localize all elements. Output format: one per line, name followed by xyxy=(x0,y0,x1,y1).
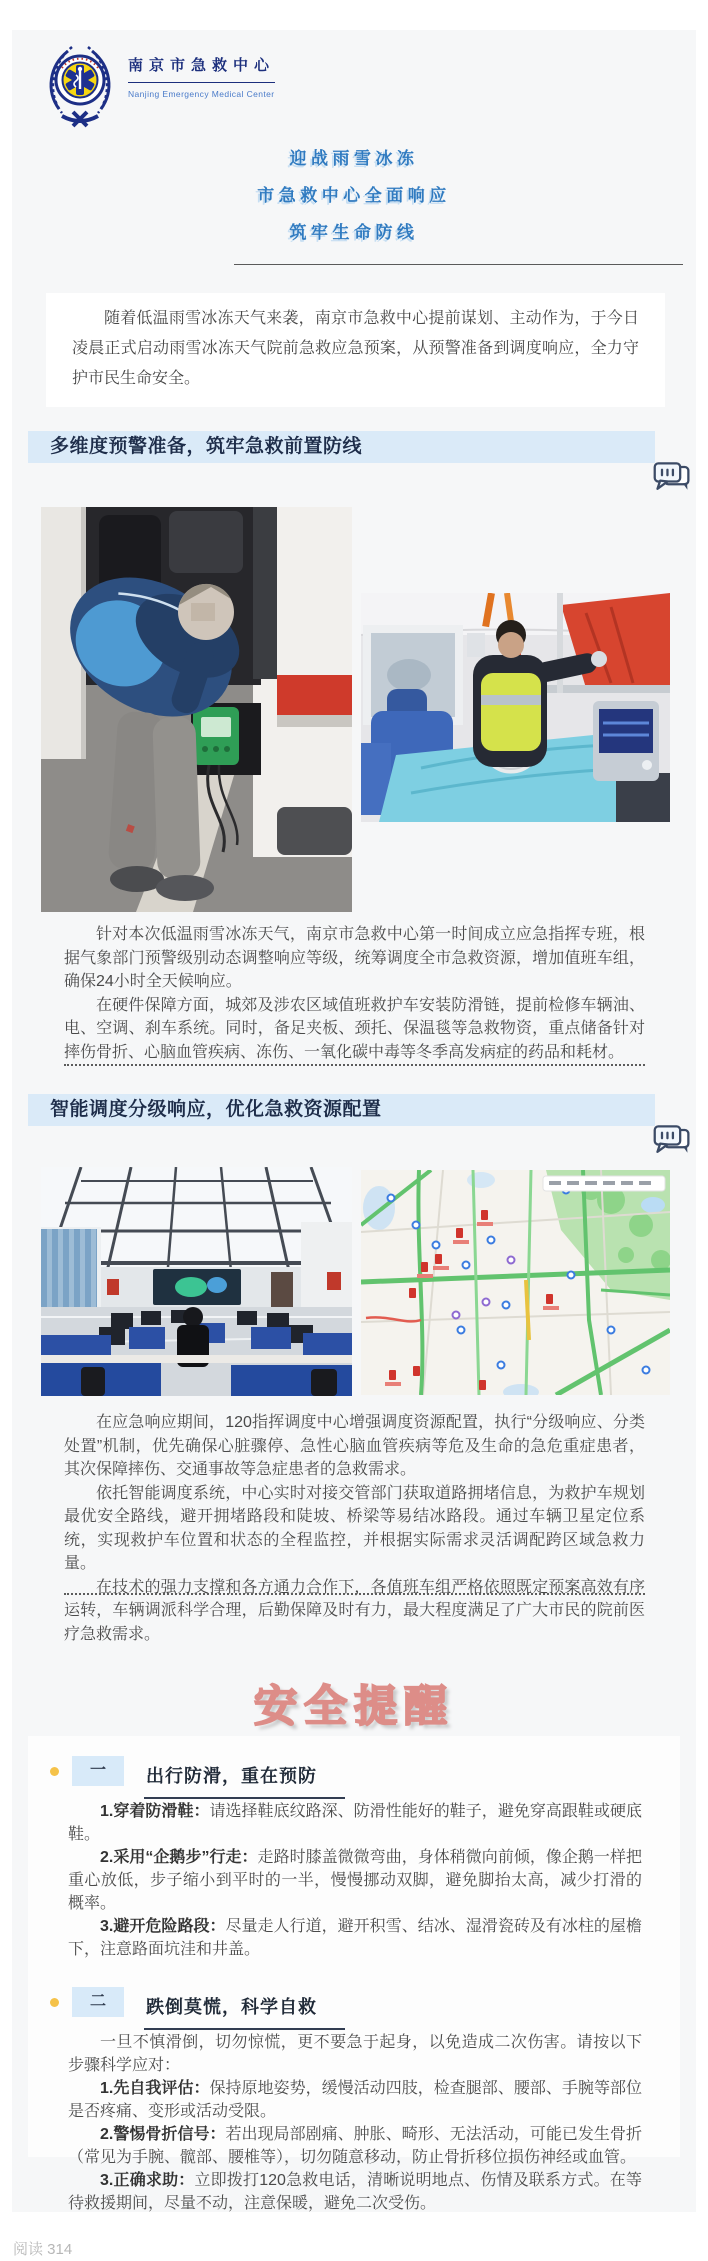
subsection2-number: 二 xyxy=(72,1987,124,2017)
photo-ambulance-battery-check xyxy=(41,507,352,912)
safety-subsection2-header xyxy=(50,1987,646,2017)
photo-ambulance-interior-equipment xyxy=(361,593,670,822)
photo-ambulance-gps-map xyxy=(361,1170,670,1395)
dotted-divider xyxy=(64,1064,645,1066)
section1-photos xyxy=(41,507,670,912)
title-line-3: 筑牢生命防线 xyxy=(289,223,419,242)
safety-item xyxy=(68,1800,642,1846)
title-line-2: 市急救中心全面响应 xyxy=(257,186,451,205)
read-count: 阅读 314 xyxy=(13,2241,73,2258)
subsection2-body xyxy=(50,2031,646,2215)
safety-intro: 一旦不慎滑倒，切勿惊慌，更不要急于起身，以免造成二次伤害。请按以下步骤科学应对： xyxy=(68,2034,642,2074)
dotted-divider xyxy=(64,1593,645,1595)
safety-item-label: 3.正确求助： xyxy=(100,2172,195,2189)
bullet-dot-icon xyxy=(50,1998,59,2007)
article-title xyxy=(12,140,696,251)
org-logo-block xyxy=(42,42,275,139)
subsection2-title-wrap xyxy=(144,1989,345,2030)
subsection2-title: 跌倒莫慌，科学自救 xyxy=(146,1996,317,2017)
subsection1-body xyxy=(50,1800,646,1961)
intro-paragraph: 随着低温雨雪冰冻天气来袭，南京市急救中心提前谋划、主动作为，于今日凌晨正式启动雨雪冰冻天气院前急救应急预案，从预警准备到调度响应，全力守护市民生命安全。 xyxy=(72,310,639,387)
section1-paragraphs xyxy=(64,923,645,1064)
section1-heading: 多维度预警准备，筑牢急救前置防线 xyxy=(50,436,363,457)
safety-item xyxy=(68,1846,642,1915)
intro-box xyxy=(46,293,665,407)
section1-heading-bar xyxy=(28,431,655,463)
article-card xyxy=(12,30,696,2212)
safety-banner-title: 安全提醒 xyxy=(254,1683,454,1731)
bullet-dot-icon xyxy=(50,1767,59,1776)
safety-item-text: 若出现局部剧痛、肿胀、畸形、无法活动，可能已发生骨折（常见为手腕、髋部、腰椎等），切勿随意移动，防止骨折移位损伤神经或血管。 xyxy=(68,2126,642,2166)
safety-item-text: 尽量走人行道，避开积雪、结冰、湿滑瓷砖及有冰柱的屋檐下，注意路面坑洼和井盖。 xyxy=(68,1918,642,1958)
paragraph: 在硬件保障方面，城郊及涉农区域值班救护车安装防滑链，提前检修车辆油、电、空调、刹车系统。同时，备足夹板、颈托、保温毯等急救物资，重点储备针对摔伤骨折、心脑血管疾病、冻伤、一氧化碳中毒等冬季高发病症的药品和耗材。 xyxy=(64,996,645,1061)
safety-item xyxy=(68,2123,642,2169)
safety-item xyxy=(68,1915,642,1961)
safety-tips-card xyxy=(28,1736,680,2212)
star-of-life-emblem-icon xyxy=(42,42,118,139)
section2-heading: 智能调度分级响应，优化急救资源配置 xyxy=(50,1099,382,1120)
safety-item-text: 立即拨打120急救电话，清晰说明地点、伤情及联系方式。在等待救援期间，尽量不动，注意保暖，避免二次受伤。 xyxy=(68,2172,642,2212)
subsection1-number: 一 xyxy=(72,1756,124,1786)
paragraph: 依托智能调度系统，中心实时对接交管部门获取道路拥堵信息，为救护车规划最优安全路线，避开拥堵路段和陡坡、桥梁等易结冰路段。通过车辆卫星定位系统，实现救护车位置和状态的全程监控，并根据实际需求灵活调配跨区域急救力量。 xyxy=(64,1484,645,1572)
safety-item-label: 2.采用“企鹅步”行走： xyxy=(100,1849,258,1866)
section2-heading-bar xyxy=(28,1094,655,1126)
safety-item xyxy=(68,2169,642,2215)
safety-item-label: 3.避开危险路段： xyxy=(100,1918,226,1935)
org-name-en: Nanjing Emergency Medical Center xyxy=(128,89,275,99)
safety-item-label: 1.先自我评估： xyxy=(100,2080,210,2097)
title-divider xyxy=(234,264,683,265)
comment-bubble-icon[interactable] xyxy=(652,460,692,494)
section2-photos xyxy=(41,1167,670,1397)
safety-subsection1-header xyxy=(50,1756,646,1786)
safety-item-text: 走路时膝盖微微弯曲，身体稍微向前倾，像企鹅一样把重心放低，步子缩小到平时的一半，慢慢挪动双脚，避免脚抬太高，减少打滑的概率。 xyxy=(68,1849,642,1912)
subsection1-title: 出行防滑，重在预防 xyxy=(146,1765,317,1786)
safety-item-label: 1.穿着防滑鞋： xyxy=(100,1803,210,1820)
safety-item-text: 保持原地姿势，缓慢活动四肢，检查腿部、腰部、手腕等部位是否疼痛、变形或活动受限。 xyxy=(68,2080,642,2120)
photo-dispatch-center xyxy=(41,1167,352,1396)
paragraph: 针对本次低温雨雪冰冻天气，南京市急救中心第一时间成立应急指挥专班，根据气象部门预警级别动态调整响应等级，统筹调度全市急救资源，增加值班车组，确保24小时全天候响应。 xyxy=(64,926,645,990)
paragraph: 在技术的强力支撑和各方通力合作下，各值班车组严格依照既定预案高效有序运转，车辆调派科学合理，后勤保障及时有力，最大程度满足了广大市民的院前医疗急救需求。 xyxy=(64,1578,645,1643)
comment-bubble-icon[interactable] xyxy=(652,1123,692,1157)
safety-item-label: 2.警惕骨折信号： xyxy=(100,2126,226,2143)
safety-item xyxy=(68,2077,642,2123)
section2-paragraphs xyxy=(64,1411,645,1646)
safety-item-text: 请选择鞋底纹路深、防滑性能好的鞋子，避免穿高跟鞋或硬底鞋。 xyxy=(68,1803,642,1843)
org-name-cn: 南京市急救中心 xyxy=(128,54,275,83)
subsection1-title-wrap xyxy=(144,1758,345,1799)
title-line-1: 迎战雨雪冰冻 xyxy=(289,149,419,168)
paragraph: 在应急响应期间，120指挥调度中心增强调度资源配置，执行“分级响应、分类处置”机制，优先确保心脏骤停、急性心脑血管疾病等危及生命的急危重症患者，其次保障摔伤、交通事故等急症患者的急救需求。 xyxy=(64,1414,645,1478)
org-name-block xyxy=(128,42,275,99)
